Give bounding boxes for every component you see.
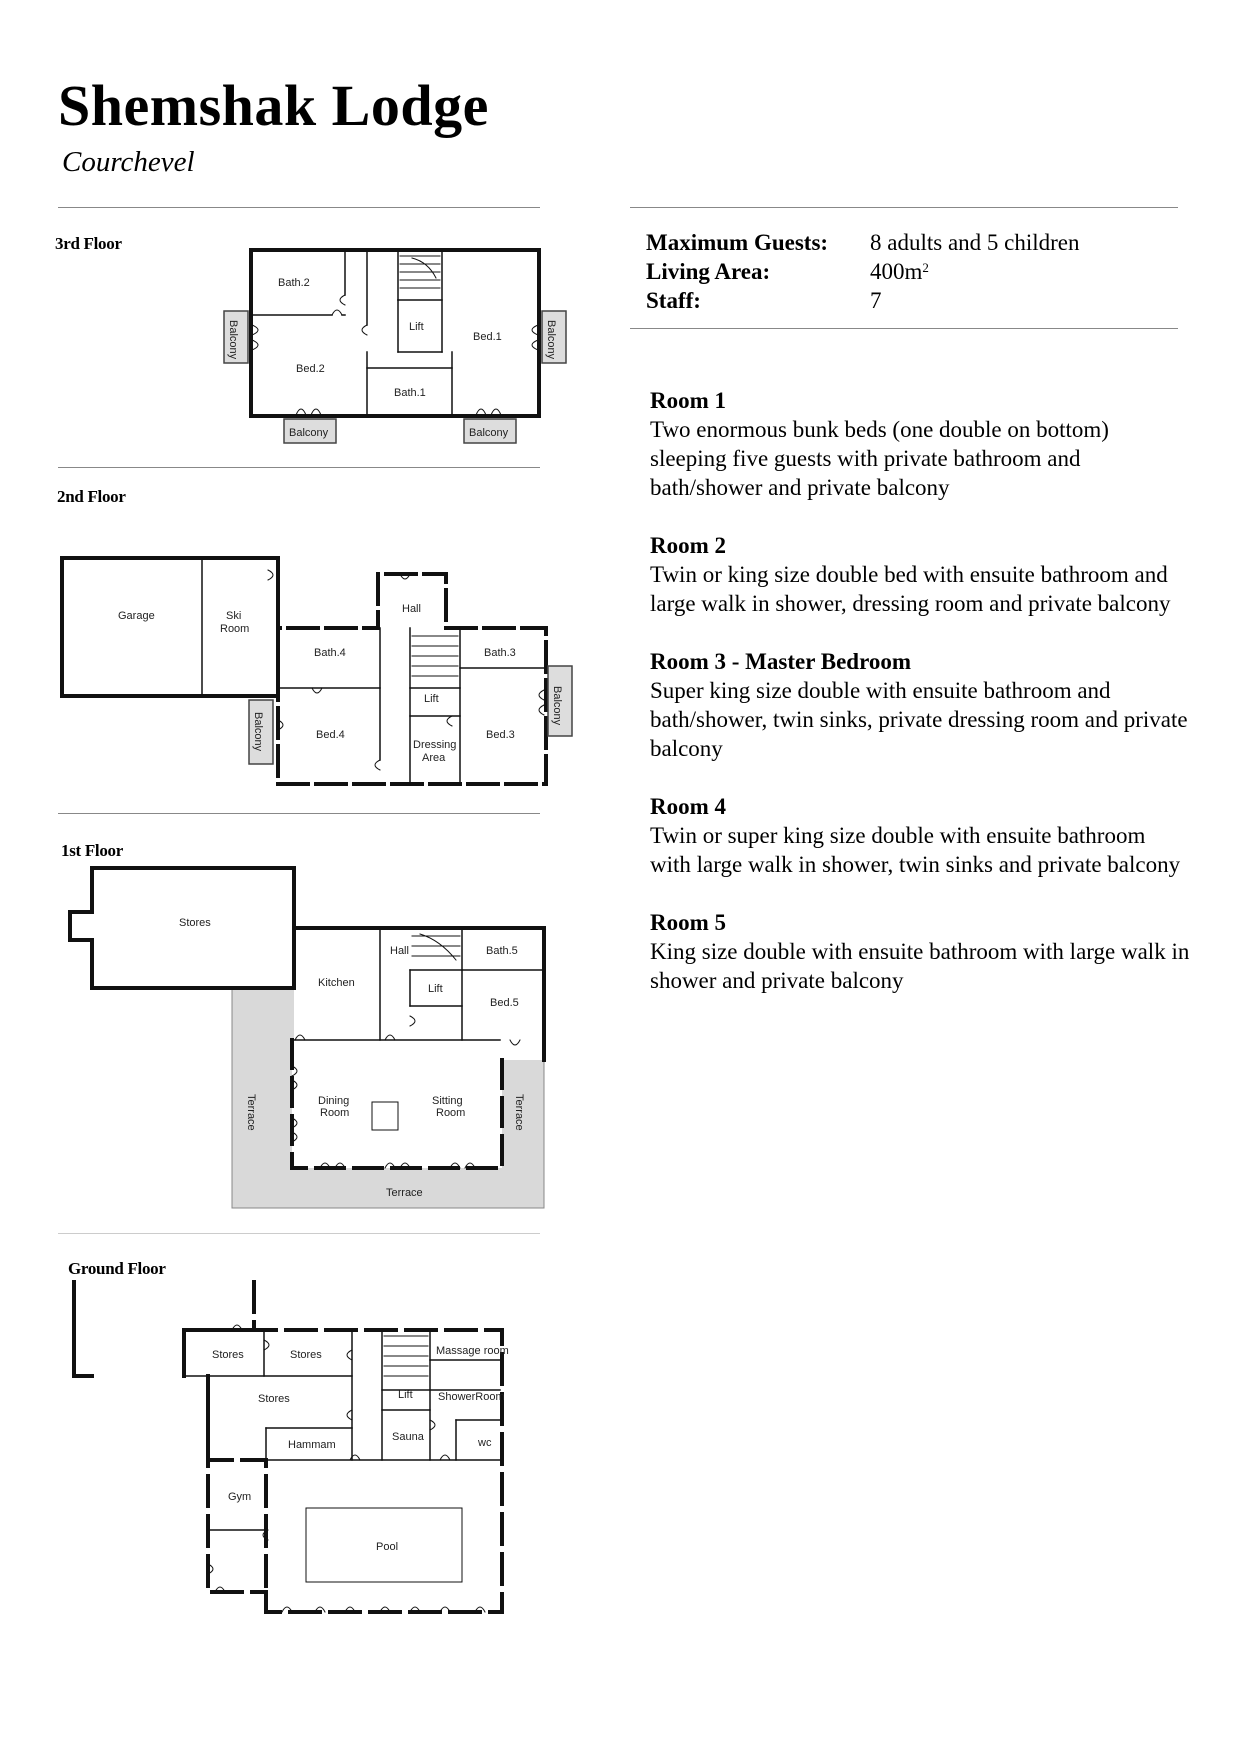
- label-wc: wc: [478, 1437, 492, 1449]
- floor-label-1st: 1st Floor: [61, 841, 123, 860]
- label-hammam: Hammam: [288, 1439, 336, 1451]
- room-title: Room 3 - Master Bedroom: [650, 649, 912, 674]
- room-text: Twin or king size double bed with ensuite bathroom and large walk in shower, dressing room and private balcony: [650, 562, 1171, 616]
- label-hall-2: Hall: [402, 603, 421, 615]
- spec-value-wrap: [870, 257, 929, 286]
- label-ski: Ski: [226, 610, 242, 622]
- label-terrace-right: Terrace: [513, 1094, 525, 1131]
- label-dressing: Dressing: [413, 739, 457, 751]
- room-title: Room 5: [650, 910, 727, 935]
- page-title: Shemshak Lodge: [58, 73, 489, 138]
- spec-value: 400m: [870, 259, 923, 284]
- label-stores-g1: Stores: [212, 1349, 244, 1361]
- spec-label: Maximum Guests:: [646, 230, 829, 255]
- spec-value: 8 adults and 5 children: [870, 230, 1080, 255]
- label-bed-1: Bed.1: [473, 331, 502, 343]
- room-descriptions: [650, 386, 1190, 1024]
- label-shower-room: ShowerRoom: [438, 1391, 505, 1403]
- label-bath-2: Bath.2: [278, 277, 310, 289]
- label-bath-3: Bath.3: [484, 647, 516, 659]
- room-text: Two enormous bunk beds (one double on bottom) sleeping five guests with private bathroom and bath/shower and private balcony: [650, 417, 1109, 500]
- label-stores-1: Stores: [179, 917, 211, 929]
- room-text: Twin or super king size double with ensuite bathroom with large walk in shower, twin sinks and private balcony: [650, 823, 1181, 877]
- label-ski-room: Room: [220, 623, 250, 635]
- label-balcony-right: Balcony: [545, 320, 557, 360]
- property-specs: [646, 228, 1080, 315]
- room-entry: [650, 386, 1190, 502]
- label-dressing-area: Area: [422, 752, 446, 764]
- first-floor-plan: [70, 868, 544, 1208]
- label-bed-4: Bed.4: [316, 729, 345, 741]
- label-sauna: Sauna: [392, 1431, 424, 1443]
- label-kitchen: Kitchen: [318, 977, 355, 989]
- spec-row-area: [646, 257, 1080, 286]
- label-dining: Dining: [318, 1095, 350, 1107]
- spec-row-guests: [646, 228, 1080, 257]
- label-pool: Pool: [376, 1541, 399, 1553]
- page-subtitle: Courchevel: [62, 146, 195, 178]
- label-hall-1: Hall: [390, 945, 409, 957]
- label-garage: Garage: [118, 610, 155, 622]
- label-bath-4: Bath.4: [314, 647, 346, 659]
- label-bath-5: Bath.5: [486, 945, 518, 957]
- label-lift-2: Lift: [424, 693, 439, 705]
- room-entry: [650, 531, 1190, 618]
- label-gym: Gym: [228, 1491, 252, 1503]
- third-floor-plan: [224, 250, 566, 443]
- room-entry: [650, 647, 1190, 763]
- label-stores-g3: Stores: [258, 1393, 290, 1405]
- label-sitting-room: Room: [436, 1107, 466, 1119]
- spec-row-staff: [646, 286, 1080, 315]
- label-lift-g: Lift: [398, 1389, 413, 1401]
- floor-label-ground: Ground Floor: [68, 1259, 166, 1278]
- label-balcony-bottom-2: Balcony: [469, 427, 509, 439]
- room-title: Room 2: [650, 533, 727, 558]
- spec-value: 7: [870, 288, 882, 313]
- label-balcony-2-left: Balcony: [252, 712, 264, 752]
- spec-label: Living Area:: [646, 259, 771, 284]
- label-balcony-bottom-1: Balcony: [289, 427, 329, 439]
- second-floor-plan: [62, 558, 572, 784]
- room-text: Super king size double with ensuite bathroom and bath/shower, twin sinks, private dressing room and private balcony: [650, 678, 1188, 761]
- room-text: King size double with ensuite bathroom with large walk in shower and private balcony: [650, 939, 1190, 993]
- label-terrace-left: Terrace: [245, 1094, 257, 1131]
- label-sitting: Sitting: [432, 1095, 463, 1107]
- label-stores-g2: Stores: [290, 1349, 322, 1361]
- label-bed-2: Bed.2: [296, 363, 325, 375]
- room-entry: [650, 792, 1190, 879]
- label-bed-5: Bed.5: [490, 997, 519, 1009]
- label-balcony-left: Balcony: [227, 320, 239, 360]
- label-bed-3: Bed.3: [486, 729, 515, 741]
- label-lift-3: Lift: [409, 321, 424, 333]
- label-massage-room: Massage room: [436, 1345, 509, 1357]
- label-lift-1: Lift: [428, 983, 443, 995]
- spec-label: Staff:: [646, 288, 701, 313]
- room-title: Room 4: [650, 794, 727, 819]
- floor-label-3rd: 3rd Floor: [55, 234, 122, 253]
- floor-label-2nd: 2nd Floor: [57, 487, 126, 506]
- room-title: Room 1: [650, 388, 727, 413]
- room-entry: [650, 908, 1190, 995]
- label-dining-room: Room: [320, 1107, 350, 1119]
- label-bath-1: Bath.1: [394, 387, 426, 399]
- spec-value-sup: 2: [922, 260, 929, 275]
- label-balcony-2-right: Balcony: [551, 686, 563, 726]
- label-terrace-bottom: Terrace: [386, 1187, 423, 1199]
